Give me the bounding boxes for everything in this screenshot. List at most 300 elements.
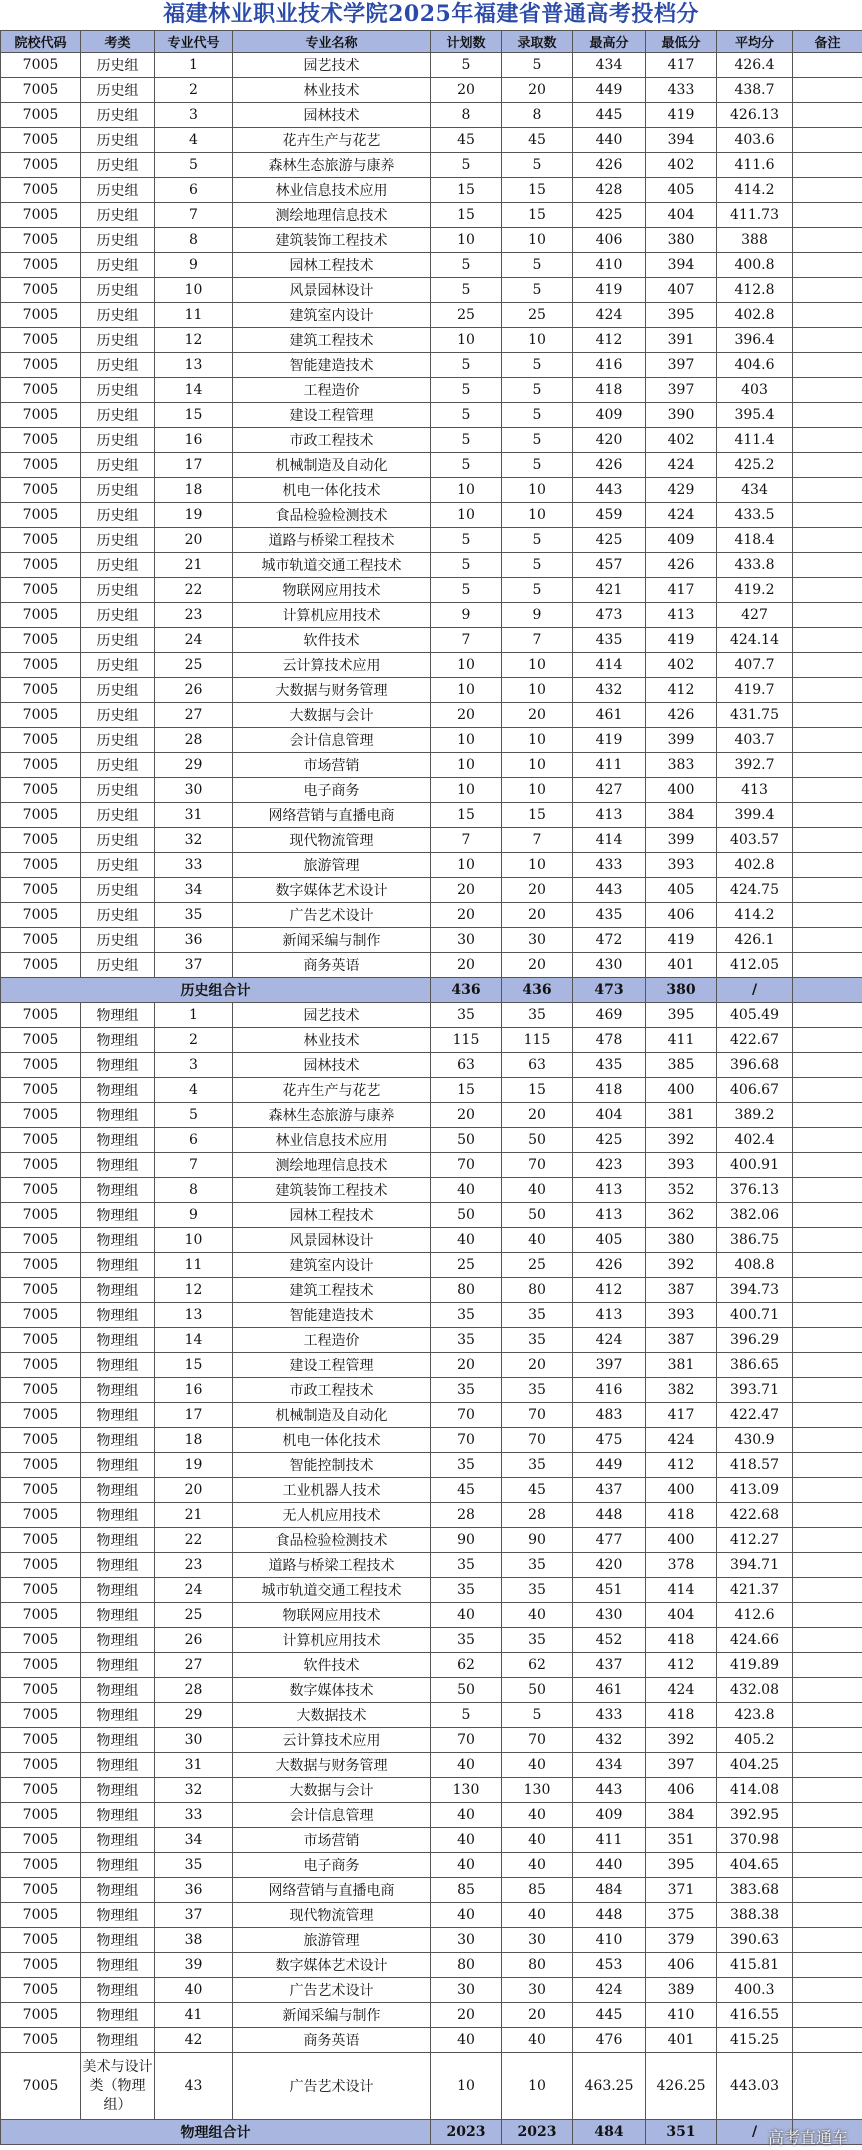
cell-admitted: 10 — [502, 778, 573, 803]
cell-note — [793, 1128, 862, 1153]
table-row — [1, 1278, 862, 1303]
cell-plan: 20 — [431, 703, 502, 728]
cell-admitted: 10 — [502, 503, 573, 528]
cell-avg-score: 400.91 — [717, 1153, 793, 1178]
cell-plan: 70 — [431, 1428, 502, 1453]
cell-plan: 20 — [431, 903, 502, 928]
cell-admitted: 20 — [502, 1353, 573, 1378]
cell-plan: 40 — [431, 1753, 502, 1778]
cell-major-name: 大数据与财务管理 — [233, 678, 431, 703]
cell-major-code: 18 — [155, 478, 233, 503]
cell-admitted: 15 — [502, 803, 573, 828]
cell-category: 物理组 — [81, 1753, 155, 1778]
cell-category: 历史组 — [81, 653, 155, 678]
cell-min-score: 397 — [646, 378, 717, 403]
cell-category: 物理组 — [81, 1628, 155, 1653]
cell-max-score: 437 — [573, 1653, 646, 1678]
header-avg: 平均分 — [717, 31, 793, 53]
cell-major-name: 道路与桥梁工程技术 — [233, 1553, 431, 1578]
cell-major-code: 9 — [155, 253, 233, 278]
cell-plan: 70 — [431, 1153, 502, 1178]
cell-category: 物理组 — [81, 1703, 155, 1728]
cell-avg-score: 418.4 — [717, 528, 793, 553]
cell-category: 历史组 — [81, 678, 155, 703]
table-row — [1, 1153, 862, 1178]
cell-note — [793, 553, 862, 578]
cell-major-name: 市场营销 — [233, 1828, 431, 1853]
cell-admitted: 50 — [502, 1678, 573, 1703]
cell-major-name: 道路与桥梁工程技术 — [233, 528, 431, 553]
cell-max-score: 451 — [573, 1578, 646, 1603]
cell-note — [793, 1228, 862, 1253]
cell-plan: 10 — [431, 503, 502, 528]
cell-school-code: 7005 — [1, 903, 81, 928]
cell-category: 物理组 — [81, 1778, 155, 1803]
page-title: 福建林业职业技术学院2025年福建省普通高考投档分 — [163, 1, 699, 27]
table-row — [1, 1953, 862, 1978]
cell-major-code: 34 — [155, 878, 233, 903]
cell-note — [793, 878, 862, 903]
cell-category: 历史组 — [81, 578, 155, 603]
cell-min-score: 400 — [646, 1528, 717, 1553]
cell-admitted: 35 — [502, 1628, 573, 1653]
cell-major-code: 13 — [155, 353, 233, 378]
cell-max-score: 410 — [573, 1928, 646, 1953]
cell-major-name: 花卉生产与花艺 — [233, 1078, 431, 1103]
cell-admitted: 10 — [502, 228, 573, 253]
cell-plan: 130 — [431, 1778, 502, 1803]
table-row — [1, 803, 862, 828]
cell-school-code: 7005 — [1, 1978, 81, 2003]
cell-category: 物理组 — [81, 1928, 155, 1953]
cell-school-code: 7005 — [1, 1928, 81, 1953]
cell-admitted: 35 — [502, 1378, 573, 1403]
cell-max-score: 419 — [573, 728, 646, 753]
cell-category: 物理组 — [81, 1653, 155, 1678]
cell-plan: 5 — [431, 253, 502, 278]
cell-avg-score: 392.95 — [717, 1803, 793, 1828]
cell-note — [793, 1328, 862, 1353]
table-row — [1, 1828, 862, 1853]
cell-school-code: 7005 — [1, 1853, 81, 1878]
cell-min-score: 418 — [646, 1503, 717, 1528]
cell-min-score: 389 — [646, 1978, 717, 2003]
history-total-row — [1, 978, 862, 1003]
cell-school-code: 7005 — [1, 103, 81, 128]
cell-admitted: 50 — [502, 1128, 573, 1153]
cell-major-name: 软件技术 — [233, 1653, 431, 1678]
table-row — [1, 628, 862, 653]
cell-avg-score: 408.8 — [717, 1253, 793, 1278]
cell-category: 历史组 — [81, 528, 155, 553]
cell-major-code: 38 — [155, 1928, 233, 1953]
cell-min-score: 424 — [646, 503, 717, 528]
cell-max-score: 424 — [573, 303, 646, 328]
cell-major-code: 25 — [155, 653, 233, 678]
cell-major-name: 广告艺术设计 — [233, 2053, 431, 2120]
cell-category: 物理组 — [81, 1403, 155, 1428]
cell-avg-score: 383.68 — [717, 1878, 793, 1903]
table-row — [1, 903, 862, 928]
table-row — [1, 778, 862, 803]
cell-plan: 10 — [431, 778, 502, 803]
cell-school-code: 7005 — [1, 828, 81, 853]
cell-school-code: 7005 — [1, 1428, 81, 1453]
cell-major-name: 机械制造及自动化 — [233, 1403, 431, 1428]
cell-plan: 5 — [431, 278, 502, 303]
physics-total-admitted: 2023 — [502, 2120, 573, 2145]
table-row — [1, 1753, 862, 1778]
cell-school-code: 7005 — [1, 1703, 81, 1728]
cell-avg-score: 389.2 — [717, 1103, 793, 1128]
table-row — [1, 678, 862, 703]
cell-major-name: 计算机应用技术 — [233, 603, 431, 628]
cell-major-code: 16 — [155, 1378, 233, 1403]
header-major-code: 专业代号 — [155, 31, 233, 53]
cell-plan: 40 — [431, 1803, 502, 1828]
cell-major-name: 数字媒体艺术设计 — [233, 878, 431, 903]
cell-major-code: 12 — [155, 1278, 233, 1303]
table-row — [1, 1453, 862, 1478]
table-row — [1, 1528, 862, 1553]
cell-major-name: 智能建造技术 — [233, 1303, 431, 1328]
cell-plan: 35 — [431, 1453, 502, 1478]
cell-major-name: 大数据与财务管理 — [233, 1753, 431, 1778]
cell-major-code: 8 — [155, 228, 233, 253]
cell-category: 物理组 — [81, 1278, 155, 1303]
table-row — [1, 1728, 862, 1753]
cell-plan: 25 — [431, 303, 502, 328]
cell-school-code: 7005 — [1, 1103, 81, 1128]
header-row — [1, 31, 862, 53]
cell-category: 历史组 — [81, 428, 155, 453]
cell-major-code: 40 — [155, 1978, 233, 2003]
cell-major-code: 37 — [155, 953, 233, 978]
cell-note — [793, 1803, 862, 1828]
cell-category: 物理组 — [81, 2028, 155, 2053]
cell-plan: 40 — [431, 1228, 502, 1253]
history-total — [1, 978, 862, 1003]
cell-admitted: 5 — [502, 153, 573, 178]
cell-max-score: 420 — [573, 428, 646, 453]
cell-max-score: 475 — [573, 1428, 646, 1453]
cell-admitted: 20 — [502, 1103, 573, 1128]
table-row — [1, 1403, 862, 1428]
cell-min-score: 401 — [646, 2028, 717, 2053]
cell-min-score: 378 — [646, 1553, 717, 1578]
cell-min-score: 406 — [646, 1953, 717, 1978]
cell-school-code: 7005 — [1, 1578, 81, 1603]
cell-school-code: 7005 — [1, 1178, 81, 1203]
cell-major-name: 无人机应用技术 — [233, 1503, 431, 1528]
cell-category: 物理组 — [81, 1803, 155, 1828]
cell-max-score: 426 — [573, 153, 646, 178]
cell-school-code: 7005 — [1, 1553, 81, 1578]
cell-max-score: 433 — [573, 853, 646, 878]
cell-note — [793, 128, 862, 153]
cell-school-code: 7005 — [1, 1478, 81, 1503]
cell-category: 历史组 — [81, 503, 155, 528]
cell-major-name: 建设工程管理 — [233, 403, 431, 428]
cell-major-code: 16 — [155, 428, 233, 453]
cell-note — [793, 1178, 862, 1203]
cell-admitted: 15 — [502, 178, 573, 203]
cell-max-score: 449 — [573, 1453, 646, 1478]
cell-plan: 10 — [431, 328, 502, 353]
cell-school-code: 7005 — [1, 1603, 81, 1628]
cell-min-score: 384 — [646, 1803, 717, 1828]
table-row — [1, 178, 862, 203]
cell-major-code: 4 — [155, 1078, 233, 1103]
cell-min-score: 409 — [646, 528, 717, 553]
cell-school-code: 7005 — [1, 803, 81, 828]
cell-admitted: 85 — [502, 1878, 573, 1903]
cell-min-score: 384 — [646, 803, 717, 828]
cell-min-score: 383 — [646, 753, 717, 778]
cell-max-score: 413 — [573, 1303, 646, 1328]
table-row — [1, 828, 862, 853]
cell-major-code: 5 — [155, 1103, 233, 1128]
cell-admitted: 30 — [502, 1928, 573, 1953]
cell-avg-score: 400.8 — [717, 253, 793, 278]
cell-major-code: 18 — [155, 1428, 233, 1453]
history-total-plan: 436 — [431, 978, 502, 1003]
cell-major-name: 会计信息管理 — [233, 1803, 431, 1828]
cell-plan: 50 — [431, 1678, 502, 1703]
cell-major-code: 27 — [155, 1653, 233, 1678]
cell-admitted: 70 — [502, 1153, 573, 1178]
cell-plan: 35 — [431, 1303, 502, 1328]
cell-plan: 30 — [431, 1978, 502, 2003]
cell-note — [793, 1453, 862, 1478]
cell-max-score: 445 — [573, 103, 646, 128]
cell-category: 历史组 — [81, 178, 155, 203]
cell-min-score: 381 — [646, 1353, 717, 1378]
cell-admitted: 5 — [502, 403, 573, 428]
cell-max-score: 434 — [573, 1753, 646, 1778]
cell-major-code: 34 — [155, 1828, 233, 1853]
cell-major-code: 21 — [155, 553, 233, 578]
cell-max-score: 459 — [573, 503, 646, 528]
table-row — [1, 303, 862, 328]
cell-major-code: 32 — [155, 828, 233, 853]
cell-note — [793, 728, 862, 753]
cell-note — [793, 1428, 862, 1453]
cell-avg-score: 419.7 — [717, 678, 793, 703]
cell-avg-score: 404.6 — [717, 353, 793, 378]
cell-max-score: 448 — [573, 1903, 646, 1928]
cell-min-score: 412 — [646, 1653, 717, 1678]
cell-major-code: 27 — [155, 703, 233, 728]
cell-major-name: 广告艺术设计 — [233, 1978, 431, 2003]
cell-min-score: 387 — [646, 1328, 717, 1353]
table-row — [1, 1778, 862, 1803]
cell-category: 历史组 — [81, 253, 155, 278]
cell-admitted: 5 — [502, 278, 573, 303]
table-row — [1, 1703, 862, 1728]
cell-school-code: 7005 — [1, 353, 81, 378]
cell-admitted: 45 — [502, 128, 573, 153]
cell-major-code: 39 — [155, 1953, 233, 1978]
cell-category: 物理组 — [81, 1828, 155, 1853]
cell-max-score: 397 — [573, 1353, 646, 1378]
cell-category: 历史组 — [81, 903, 155, 928]
header-category: 考类 — [81, 31, 155, 53]
cell-avg-score: 405.49 — [717, 1003, 793, 1028]
cell-admitted: 5 — [502, 453, 573, 478]
cell-plan: 70 — [431, 1403, 502, 1428]
cell-admitted: 5 — [502, 53, 573, 78]
table-row — [1, 378, 862, 403]
cell-max-score: 413 — [573, 1178, 646, 1203]
table-row — [1, 353, 862, 378]
cell-plan: 90 — [431, 1528, 502, 1553]
cell-major-code: 3 — [155, 103, 233, 128]
cell-school-code: 7005 — [1, 453, 81, 478]
cell-admitted: 5 — [502, 1703, 573, 1728]
cell-note — [793, 2028, 862, 2053]
cell-major-code: 7 — [155, 1153, 233, 1178]
cell-major-code: 20 — [155, 1478, 233, 1503]
cell-school-code: 7005 — [1, 1203, 81, 1228]
physics-total-row — [1, 2120, 862, 2145]
cell-category: 历史组 — [81, 403, 155, 428]
cell-min-score: 392 — [646, 1728, 717, 1753]
table-row — [1, 1628, 862, 1653]
table-row — [1, 503, 862, 528]
cell-school-code: 7005 — [1, 128, 81, 153]
cell-admitted: 70 — [502, 1403, 573, 1428]
cell-school-code: 7005 — [1, 1278, 81, 1303]
cell-major-code: 41 — [155, 2003, 233, 2028]
cell-note — [793, 503, 862, 528]
cell-plan: 15 — [431, 803, 502, 828]
cell-max-score: 414 — [573, 828, 646, 853]
cell-avg-score: 412.8 — [717, 278, 793, 303]
cell-category: 历史组 — [81, 203, 155, 228]
cell-avg-score: 427 — [717, 603, 793, 628]
cell-plan: 10 — [431, 728, 502, 753]
cell-plan: 45 — [431, 128, 502, 153]
cell-school-code: 7005 — [1, 1653, 81, 1678]
cell-min-score: 404 — [646, 203, 717, 228]
cell-category: 物理组 — [81, 1453, 155, 1478]
cell-category: 物理组 — [81, 1428, 155, 1453]
cell-category: 历史组 — [81, 728, 155, 753]
cell-max-score: 435 — [573, 1053, 646, 1078]
cell-major-code: 28 — [155, 1678, 233, 1703]
cell-plan: 35 — [431, 1003, 502, 1028]
cell-note — [793, 828, 862, 853]
cell-avg-score: 413.09 — [717, 1478, 793, 1503]
cell-avg-score: 430.9 — [717, 1428, 793, 1453]
cell-category: 历史组 — [81, 753, 155, 778]
cell-admitted: 10 — [502, 328, 573, 353]
table-row — [1, 878, 862, 903]
cell-school-code: 7005 — [1, 2003, 81, 2028]
cell-min-score: 380 — [646, 1228, 717, 1253]
cell-max-score: 452 — [573, 1628, 646, 1653]
cell-plan: 20 — [431, 878, 502, 903]
cell-max-score: 484 — [573, 1878, 646, 1903]
cell-category: 物理组 — [81, 1378, 155, 1403]
cell-major-code: 35 — [155, 1853, 233, 1878]
cell-admitted: 115 — [502, 1028, 573, 1053]
cell-category: 历史组 — [81, 228, 155, 253]
cell-major-name: 网络营销与直播电商 — [233, 803, 431, 828]
cell-admitted: 10 — [502, 478, 573, 503]
cell-admitted: 80 — [502, 1278, 573, 1303]
cell-avg-score: 431.75 — [717, 703, 793, 728]
cell-avg-score: 394.71 — [717, 1553, 793, 1578]
cell-major-name: 云计算技术应用 — [233, 1728, 431, 1753]
cell-min-score: 392 — [646, 1128, 717, 1153]
cell-plan: 80 — [431, 1278, 502, 1303]
cell-major-code: 19 — [155, 503, 233, 528]
cell-avg-score: 396.4 — [717, 328, 793, 353]
cell-plan: 10 — [431, 2053, 502, 2120]
cell-category: 物理组 — [81, 1728, 155, 1753]
cell-avg-score: 414.2 — [717, 178, 793, 203]
cell-note — [793, 678, 862, 703]
cell-min-score: 391 — [646, 328, 717, 353]
cell-min-score: 400 — [646, 1478, 717, 1503]
cell-note — [793, 703, 862, 728]
cell-major-code: 10 — [155, 1228, 233, 1253]
cell-major-name: 森林生态旅游与康养 — [233, 1103, 431, 1128]
cell-plan: 10 — [431, 753, 502, 778]
table-row — [1, 203, 862, 228]
cell-major-name: 数字媒体技术 — [233, 1678, 431, 1703]
cell-admitted: 40 — [502, 1178, 573, 1203]
cell-major-name: 大数据与会计 — [233, 1778, 431, 1803]
cell-admitted: 40 — [502, 1903, 573, 1928]
cell-admitted: 25 — [502, 303, 573, 328]
cell-avg-score: 422.67 — [717, 1028, 793, 1053]
cell-min-score: 394 — [646, 128, 717, 153]
cell-major-name: 风景园林设计 — [233, 1228, 431, 1253]
cell-note — [793, 1378, 862, 1403]
cell-category: 物理组 — [81, 1578, 155, 1603]
table-row — [1, 1028, 862, 1053]
cell-major-code: 35 — [155, 903, 233, 928]
cell-plan: 30 — [431, 928, 502, 953]
cell-admitted: 30 — [502, 928, 573, 953]
cell-major-name: 电子商务 — [233, 1853, 431, 1878]
cell-max-score: 428 — [573, 178, 646, 203]
cell-category: 物理组 — [81, 1028, 155, 1053]
cell-avg-score: 400.3 — [717, 1978, 793, 2003]
cell-avg-score: 407.7 — [717, 653, 793, 678]
cell-max-score: 437 — [573, 1478, 646, 1503]
table-row — [1, 953, 862, 978]
cell-min-score: 393 — [646, 1303, 717, 1328]
cell-major-name: 网络营销与直播电商 — [233, 1878, 431, 1903]
cell-max-score: 434 — [573, 53, 646, 78]
cell-note — [793, 903, 862, 928]
cell-min-score: 405 — [646, 178, 717, 203]
cell-max-score: 404 — [573, 1103, 646, 1128]
cell-plan: 28 — [431, 1503, 502, 1528]
history-rows — [1, 53, 862, 978]
table-row — [1, 153, 862, 178]
cell-major-name: 数字媒体艺术设计 — [233, 1953, 431, 1978]
cell-max-score: 405 — [573, 1228, 646, 1253]
cell-major-code: 4 — [155, 128, 233, 153]
table-row — [1, 578, 862, 603]
cell-category: 物理组 — [81, 1078, 155, 1103]
cell-note — [793, 1853, 862, 1878]
